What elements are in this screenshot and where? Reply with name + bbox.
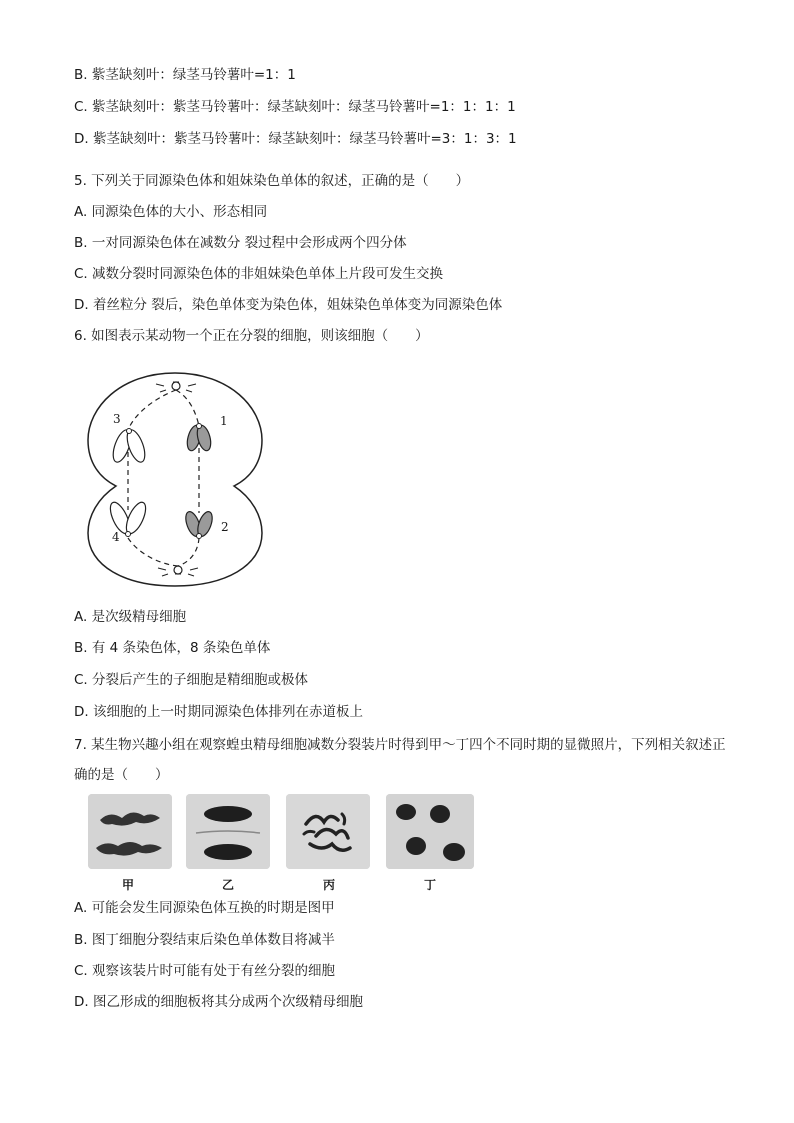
micrograph-bing-image xyxy=(286,794,370,869)
label-4: 4 xyxy=(112,530,120,544)
option-c-prev: C. 紫茎缺刻叶：紫茎马铃薯叶：绿茎缺刻叶：绿茎马铃薯叶=1：1：1：1 xyxy=(74,99,516,115)
micrograph-jia-image xyxy=(88,794,172,869)
q5-stem: 5. 下列关于同源染色体和姐妹染色单体的叙述，正确的是（ ） xyxy=(74,173,470,189)
micrograph-yi xyxy=(186,794,270,869)
label-3: 3 xyxy=(113,412,121,426)
q5-option-c: C. 减数分裂时同源染色体的非姐妹染色单体上片段可发生交换 xyxy=(74,266,444,282)
chromosome-2 xyxy=(183,510,215,539)
q6-option-b: B. 有 4 条染色体，8 条染色单体 xyxy=(74,640,271,656)
q6-option-c: C. 分裂后产生的子细胞是精细胞或极体 xyxy=(74,672,309,688)
cell-diagram xyxy=(80,368,270,593)
label-1: 1 xyxy=(220,414,228,428)
caption-jia: 甲 xyxy=(122,878,135,892)
cell-division-figure xyxy=(80,368,270,593)
micrograph-ding-image xyxy=(386,794,474,869)
q6-option-a: A. 是次级精母细胞 xyxy=(74,609,187,625)
q7-stem: 7. 某生物兴趣小组在观察蝗虫精母细胞减数分裂装片时得到甲～丁四个不同时期的显微照片，下列相关叙述正确的是（ ） xyxy=(74,737,726,783)
q6-option-d: D. 该细胞的上一时期同源染色体排列在赤道板上 xyxy=(74,704,363,720)
cell-membrane xyxy=(88,373,262,586)
chromosome-3 xyxy=(110,428,149,465)
q5-option-d: D. 着丝粒分 裂后，染色单体变为染色体，姐妹染色单体变为同源染色体 xyxy=(74,297,503,313)
chromosome-1 xyxy=(185,424,213,453)
caption-ding: 丁 xyxy=(424,878,437,892)
micrograph-jia xyxy=(88,794,172,869)
q7-option-a: A. 可能会发生同源染色体互换的时期是图甲 xyxy=(74,900,335,916)
q5-option-a: A. 同源染色体的大小、形态相同 xyxy=(74,204,268,220)
caption-bing: 丙 xyxy=(323,878,336,892)
option-d-prev: D. 紫茎缺刻叶：紫茎马铃薯叶：绿茎缺刻叶：绿茎马铃薯叶=3：1：3：1 xyxy=(74,131,517,147)
q5-option-b: B. 一对同源染色体在减数分 裂过程中会形成两个四分体 xyxy=(74,235,407,251)
micrograph-bing xyxy=(286,794,370,869)
q7-option-b: B. 图丁细胞分裂结束后染色单体数目将减半 xyxy=(74,932,335,948)
micrograph-yi-image xyxy=(186,794,270,869)
label-2: 2 xyxy=(221,520,229,534)
spindle-fiber xyxy=(178,538,199,566)
option-b-prev: B. 紫茎缺刻叶：绿茎马铃薯叶=1：1 xyxy=(74,67,296,83)
caption-yi: 乙 xyxy=(222,878,235,892)
q6-stem: 6. 如图表示某动物一个正在分裂的细胞，则该细胞（ ） xyxy=(74,328,429,344)
spindle-fiber xyxy=(176,390,199,426)
bottom-centrosome xyxy=(158,566,198,576)
q7-option-d: D. 图乙形成的细胞板将其分成两个次级精母细胞 xyxy=(74,994,363,1010)
spindle-fiber xyxy=(128,538,178,566)
micrograph-ding xyxy=(386,794,474,869)
q7-option-c: C. 观察该装片时可能有处于有丝分裂的细胞 xyxy=(74,963,336,979)
spindle-fiber xyxy=(128,390,176,430)
